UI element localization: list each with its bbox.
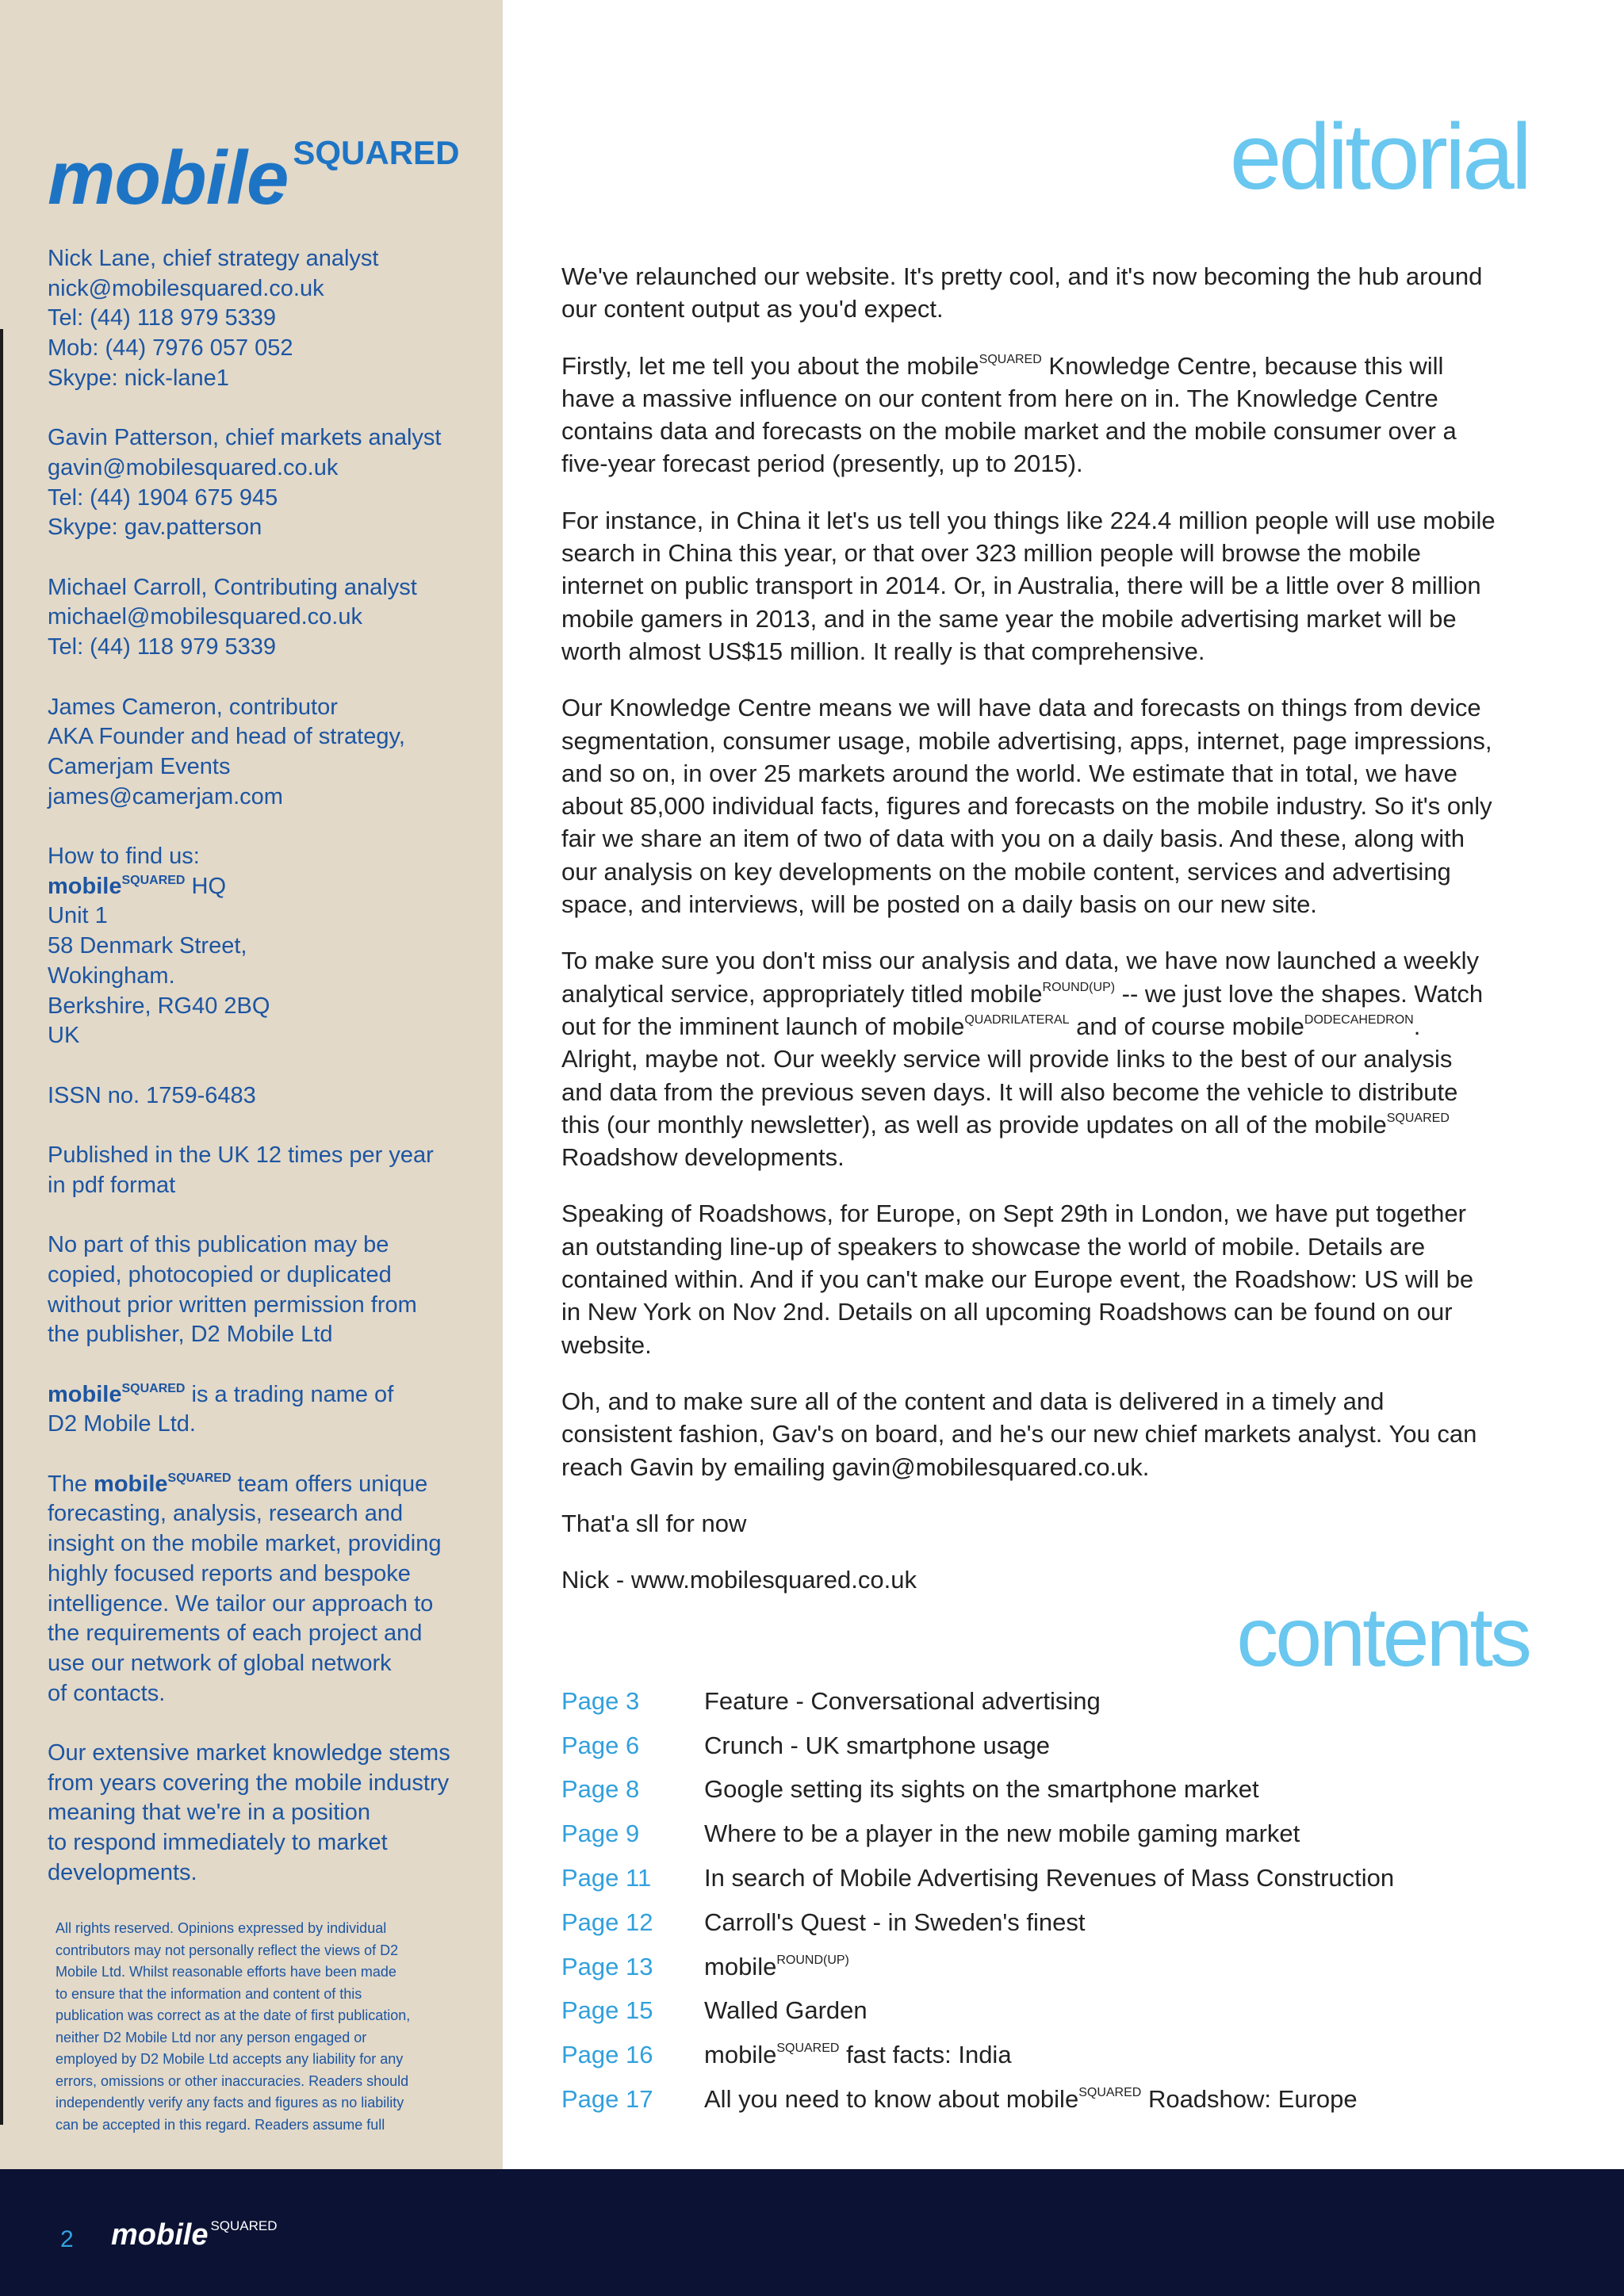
- contents-row[interactable]: [561, 1945, 1545, 1989]
- email-link[interactable]: nick@mobilesquared.co.uk: [48, 275, 324, 301]
- contents-page-number[interactable]: Page 16: [561, 2041, 653, 2069]
- contents-row[interactable]: [561, 1989, 1545, 2034]
- contents-row[interactable]: [561, 1724, 1545, 1768]
- market-knowledge: Our extensive market knowledge stems from years covering the mobile industry meaning that we're in a position to respond immediately to market developments.: [48, 1740, 450, 1885]
- editorial-signature: Nick - www.mobilesquared.co.uk: [561, 1566, 917, 1594]
- contents-row[interactable]: [561, 1812, 1545, 1856]
- contents-page-number[interactable]: Page 9: [561, 1820, 640, 1848]
- sidebar-panel: [0, 0, 503, 2169]
- contents-page-number[interactable]: Page 13: [561, 1952, 653, 1980]
- contents-list: [561, 1679, 1545, 2122]
- contact-james: James Cameron, contributor AKA Founder and head of strategy, Camerjam Events james@camerjam.com: [48, 693, 476, 813]
- contents-entry-title: mobile$^{ROUND(UP)}$: [704, 1952, 849, 1980]
- editorial-paragraph: To make sure you don't miss our analysis and data, we have now launched a weekly analytical service, appropriately titled mobile$^{ROUND(UP)}$ -- we just love the shapes. Watch out for the imminent launch of mobile$^{QUADRILATERAL}$ and of course mobile$^{DODECAHEDRON}$. Alright, maybe not. Our weekly service will provide links to the best of our analysis and data from the previous seven days. It will also become the vehicle to distribute this (our monthly newsletter), as well as provide updates on all of the mobile$^{SQUARED}$ Roadshow developments.: [561, 947, 1484, 1172]
- contents-entry-title: Feature - Conversational advertising: [704, 1686, 1101, 1715]
- contents-row[interactable]: [561, 1768, 1545, 1812]
- contact-gavin: Gavin Patterson, chief markets analyst gavin@mobilesquared.co.uk Tel: (44) 1904 675 945 Skype: gav.patterson: [48, 423, 476, 543]
- email-link[interactable]: james@camerjam.com: [48, 783, 283, 809]
- mobilesquared-logo: mobile SQUARED: [48, 134, 460, 220]
- sidebar-edge-line: [0, 329, 3, 2125]
- issn-block: ISSN no. 1759-6483: [48, 1082, 256, 1108]
- editorial-body: [561, 260, 1545, 1620]
- sidebar-contact-info: [48, 244, 476, 1918]
- contents-entry-title: All you need to know about mobile$^{SQUARED}$ Roadshow: Europe: [704, 2085, 1358, 2114]
- contents-page-number[interactable]: Page 12: [561, 1908, 653, 1936]
- contents-entry-title: Google setting its sights on the smartphone market: [704, 1775, 1259, 1804]
- contents-entry-title: Carroll's Quest - in Sweden's finest: [704, 1908, 1086, 1936]
- trading-name: mobile$^{SQUARED}$ is a trading name of D2 Mobile Ltd.: [48, 1381, 394, 1437]
- contents-page-number[interactable]: Page 3: [561, 1686, 640, 1715]
- contact-nick: Nick Lane, chief strategy analyst nick@mobilesquared.co.uk Tel: (44) 118 979 5339 Mob: (44) 7976 057 052 Skype: nick-lane1: [48, 244, 476, 394]
- editorial-paragraph: Speaking of Roadshows, for Europe, on Sept 29th in London, we have put together an outstanding line-up of speakers to showcase the world of mobile. Details are contained within. And if you can't make our Europe event, the Roadshow: US will be in New York on Nov 2nd. Details on all upcoming Roadshows can be found on our website.: [561, 1200, 1474, 1359]
- contents-row[interactable]: [561, 1900, 1545, 1945]
- contents-entry-title: In search of Mobile Advertising Revenues of Mass Construction: [704, 1864, 1395, 1892]
- copyright-notice: No part of this publication may be copied, photocopied or duplicated without prior written permission from the publisher, D2 Mobile Ltd: [48, 1232, 417, 1348]
- contents-entry-title: Walled Garden: [704, 1996, 868, 2025]
- contents-entry-title: mobile$^{SQUARED}$ fast facts: India: [704, 2041, 1012, 2069]
- email-link[interactable]: gavin@mobilesquared.co.uk: [48, 454, 339, 480]
- editorial-paragraph: For instance, in China it let's us tell you things like 224.4 million people will use mobile search in China this year, or that over 323 million people will browse the mobile internet on public transport in 2014. Or, in Australia, there will be a little over 8 million mobile gamers in 2013, and in the same year the mobile advertising market will be worth almost US$15 million. It really is that comprehensive.: [561, 506, 1496, 665]
- editorial-paragraph: Firstly, let me tell you about the mobile$^{SQUARED}$ Knowledge Centre, because this will have a massive influence on our content from here on in. The Knowledge Centre contains data and forecasts on the mobile market and the mobile consumer over a five-year forecast period (presently, up to 2015).: [561, 351, 1457, 478]
- contents-entry-title: Where to be a player in the new mobile gaming market: [704, 1820, 1300, 1848]
- footer-logo: mobile SQUARED: [111, 2218, 278, 2252]
- contents-title: contents: [1236, 1590, 1529, 1684]
- editorial-signoff: That'a sll for now: [561, 1509, 747, 1537]
- contents-row[interactable]: [561, 2077, 1545, 2122]
- editorial-title: editorial: [1229, 105, 1529, 209]
- publication-frequency: Published in the UK 12 times per year in pdf format: [48, 1142, 434, 1198]
- page-footer: [0, 2169, 1624, 2296]
- contents-page-number[interactable]: Page 6: [561, 1731, 640, 1759]
- contents-page-number[interactable]: Page 11: [561, 1864, 652, 1892]
- email-link[interactable]: michael@mobilesquared.co.uk: [48, 604, 362, 630]
- contents-entry-title: Crunch - UK smartphone usage: [704, 1731, 1050, 1759]
- footer-page-number: 2: [60, 2226, 74, 2252]
- editorial-paragraph: Oh, and to make sure all of the content and data is delivered in a timely and consistent fashion, Gav's on board, and he's our new chief markets analyst. You can reach Gavin by emailing gavin@mobilesquared.co.uk.: [561, 1387, 1477, 1481]
- contents-row[interactable]: [561, 1856, 1545, 1900]
- contents-row[interactable]: [561, 2033, 1545, 2077]
- address-block: How to find us: mobile$^{SQUARED}$ HQ Unit 1 58 Denmark Street, Wokingham. Berkshire, RG40 2BQ UK: [48, 844, 270, 1049]
- contents-page-number[interactable]: Page 17: [561, 2085, 653, 2114]
- contents-row[interactable]: [561, 1679, 1545, 1724]
- legal-disclaimer: All rights reserved. Opinions expressed by individual contributors may not personally reflect the views of D2 Mobile Ltd. Whilst reasonable efforts have been made to ensure that the information and content of this publication was correct as at the date of first publication, neither D2 Mobile Ltd nor any person engaged or employed by D2 Mobile Ltd accepts any liability for any errors, omissions or other inaccuracies. Readers should independently verify any facts and figures as no liability can be accepted in this regard. Readers assume full: [56, 1920, 411, 2133]
- team-description: The mobile$^{SQUARED}$ team offers unique forecasting, analysis, research and insight on the mobile market, providing highly focused reports and bespoke intelligence. We tailor our approach to the requirements of each project and use our network of global network of contacts.: [48, 1471, 442, 1706]
- editorial-paragraph: Our Knowledge Centre means we will have data and forecasts on things from device segmentation, consumer usage, mobile advertising, apps, internet, page impressions, and so on, in over 25 markets around the world. We estimate that in total, we have about 85,000 individual facts, figures and forecasts on the mobile industry. So it's only fair we share an item of two of data with you on a daily basis. And these, along with our analysis on key developments on the mobile content, services and advertising space, and interviews, will be posted on a daily basis on our new site.: [561, 694, 1492, 919]
- contents-page-number[interactable]: Page 8: [561, 1775, 640, 1804]
- contact-michael: Michael Carroll, Contributing analyst michael@mobilesquared.co.uk Tel: (44) 118 979 5339: [48, 573, 476, 663]
- editorial-paragraph: We've relaunched our website. It's pretty cool, and it's now becoming the hub around our content output as you'd expect.: [561, 262, 1483, 323]
- contents-page-number[interactable]: Page 15: [561, 1996, 653, 2025]
